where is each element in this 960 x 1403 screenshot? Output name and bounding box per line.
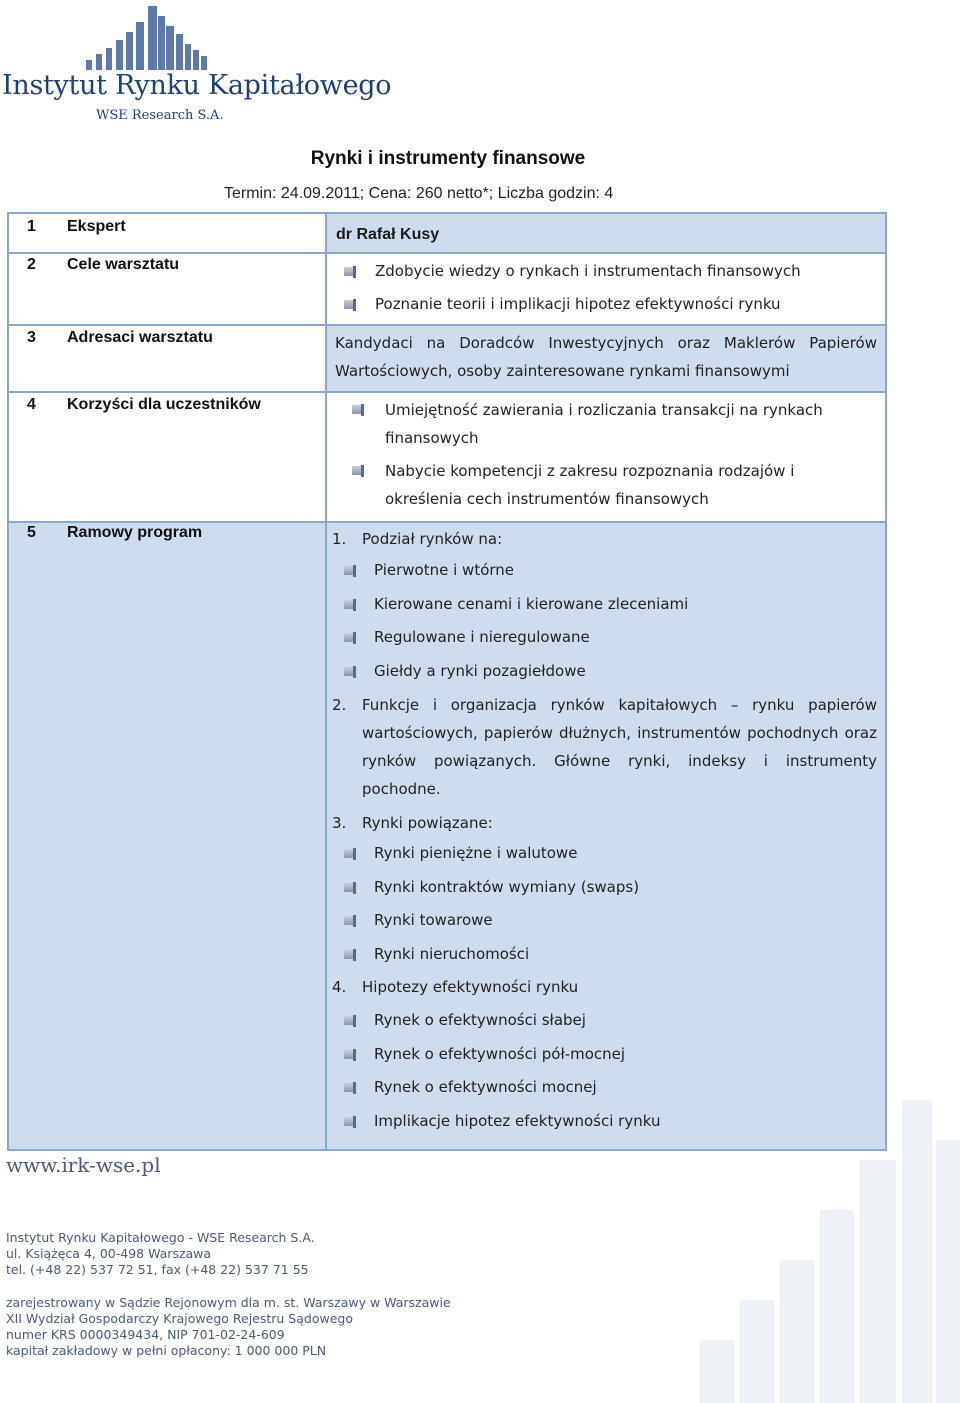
- list-item: Rynki towarowe: [344, 904, 877, 938]
- logo-subtitle: WSE Research S.A.: [96, 108, 224, 123]
- bullet-icon: [344, 848, 357, 860]
- bullet-icon: [344, 1049, 357, 1061]
- row-label: Korzyści dla uczestników: [67, 396, 261, 413]
- list-item: Rynek o efektywności pół-mocnej: [344, 1038, 877, 1072]
- logo: [0, 0, 392, 130]
- list-item: Kierowane cenami i kierowane zleceniami: [344, 588, 877, 622]
- bullet-icon: [344, 1116, 357, 1128]
- footer-line: numer KRS 0000349434, NIP 701-02-24-609: [6, 1327, 285, 1342]
- footer-address: [6, 1230, 315, 1278]
- footer-line: kapitał zakładowy w pełni opłacony: 1 000 000 PLN: [6, 1343, 327, 1358]
- program-section: 1. Podział rynków na:: [332, 530, 503, 548]
- program-section: 2. Funkcje i organizacja rynków kapitałowych – rynku papierów wartościowych, papierów dłużnych, instrumentów pochodnych oraz rynków powiązanych. Główne rynki, indeksy i instrumenty pochodne.: [332, 696, 877, 798]
- bullet-icon: [344, 266, 357, 278]
- list-item: Nabycie kompetencji z zakresu rozpoznania rodzajów i określenia cech instrumentów finansowych: [352, 457, 845, 513]
- bullet-icon: [344, 915, 357, 927]
- bullet-icon: [344, 632, 357, 644]
- bullet-icon: [344, 882, 357, 894]
- program-table: [7, 212, 887, 1151]
- footer-line: Instytut Rynku Kapitałowego - WSE Research S.A.: [6, 1230, 315, 1245]
- row-label-program: [9, 523, 325, 542]
- list-item: Rynek o efektywności mocnej: [344, 1071, 877, 1105]
- row-label: Ekspert: [67, 218, 126, 235]
- list-item: Rynki nieruchomości: [344, 938, 877, 972]
- program-section: 3. Rynki powiązane:: [332, 814, 493, 832]
- row-number: 2: [27, 256, 36, 273]
- website-link[interactable]: www.irk-wse.pl: [6, 1153, 161, 1177]
- bullet-icon: [344, 299, 357, 311]
- footer-line: tel. (+48 22) 537 72 51, fax (+48 22) 537 71 55: [6, 1262, 309, 1277]
- bullet-icon: [344, 1082, 357, 1094]
- row-number: 3: [27, 329, 36, 346]
- footer-line: XII Wydział Gospodarczy Krajowego Rejestru Sądowego: [6, 1311, 353, 1326]
- document-title: Rynki i instrumenty finansowe: [310, 148, 586, 169]
- row-number: 4: [27, 396, 36, 413]
- list-item: Zdobycie wiedzy o rynkach i instrumentach finansowych: [344, 255, 885, 288]
- bullet-icon: [344, 666, 357, 678]
- list-item: Poznanie teorii i implikacji hipotez efektywności rynku: [344, 288, 885, 321]
- list-item: Giełdy a rynki pozagiełdowe: [344, 655, 877, 689]
- table-row-benefits: [8, 392, 886, 522]
- row-label: Adresaci warsztatu: [67, 329, 213, 346]
- row-label-expert: [9, 214, 325, 236]
- list-item: Implikacje hipotez efektywności rynku: [344, 1105, 877, 1139]
- footer-line: zarejestrowany w Sądzie Rejonowym dla m. st. Warszawy w Warszawie: [6, 1295, 451, 1310]
- footer-line: ul. Książęca 4, 00-498 Warszawa: [6, 1246, 212, 1261]
- list-item: Pierwotne i wtórne: [344, 554, 877, 588]
- row-number: 5: [27, 524, 36, 541]
- list-item: Umiejętność zawierania i rozliczania transakcji na rynkach finansowych: [352, 396, 845, 452]
- skyline-logo-icon: [60, 2, 210, 70]
- table-row-program: [8, 522, 886, 1150]
- logo-title: Instytut Rynku Kapitałowego: [2, 70, 392, 101]
- audience-text: Kandydaci na Doradców Inwestycyjnych oraz Maklerów Papierów Wartościowych, osoby zainteresowane rynkami finansowymi: [335, 334, 877, 380]
- program-section: 4. Hipotezy efektywności rynku: [332, 978, 579, 996]
- row-label-benefits: [9, 393, 325, 414]
- table-row-goals: [8, 253, 886, 325]
- row-label-audience: [9, 326, 325, 347]
- bullet-icon: [344, 949, 357, 961]
- list-item: Rynek o efektywności słabej: [344, 1004, 877, 1038]
- bullet-icon: [352, 404, 365, 416]
- table-row-expert: [8, 213, 886, 253]
- row-label: Cele warsztatu: [67, 256, 180, 273]
- row-label: Ramowy program: [67, 524, 203, 541]
- expert-name: dr Rafał Kusy: [336, 226, 440, 243]
- footer-registry: [6, 1295, 451, 1359]
- list-item: Regulowane i nieregulowane: [344, 621, 877, 655]
- bullet-icon: [344, 1015, 357, 1027]
- list-item: Rynki pieniężne i walutowe: [344, 837, 877, 871]
- row-label-goals: [9, 254, 325, 274]
- list-item: Rynki kontraktów wymiany (swaps): [344, 871, 877, 905]
- row-number: 1: [27, 218, 36, 235]
- document-meta: Termin: 24.09.2011; Cena: 260 netto*; Liczba godzin: 4: [224, 185, 614, 202]
- bullet-icon: [344, 565, 357, 577]
- bullet-icon: [344, 599, 357, 611]
- table-row-audience: [8, 325, 886, 392]
- bullet-icon: [352, 465, 365, 477]
